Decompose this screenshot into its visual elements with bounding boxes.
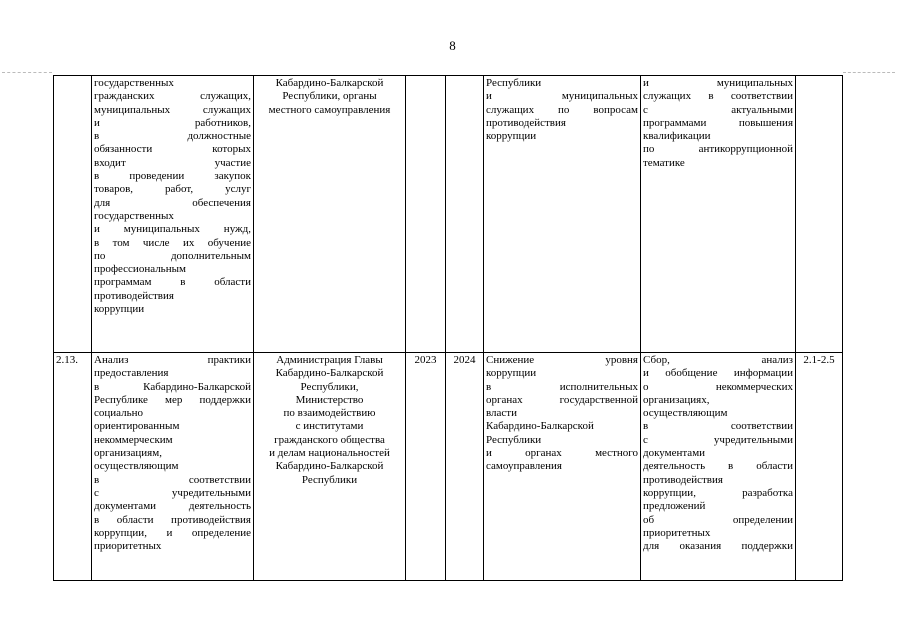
link-cell <box>796 353 843 581</box>
indicator-line: Кабардино-Балкарской <box>486 420 594 433</box>
measure-line: и муниципальных нужд, <box>94 223 251 236</box>
indicator-line: Республики <box>486 433 542 446</box>
measure-line: Республике мер поддержки <box>94 393 251 406</box>
executors-cell <box>254 76 406 353</box>
result-line: и муниципальных <box>643 77 793 89</box>
year-end: 2024 <box>453 354 476 366</box>
measure-line: обязанности которых <box>94 143 251 156</box>
year-end-cell <box>446 353 484 581</box>
measure-line: документами деятельность <box>94 500 251 513</box>
result-line: противодействия <box>643 473 723 486</box>
indicator-line: Республики <box>486 77 542 89</box>
year-start-cell <box>406 76 446 353</box>
table-row <box>54 353 843 581</box>
measure-line: некоммерческим <box>94 433 173 446</box>
measure-line: осуществляющим <box>94 460 179 473</box>
measure-line: в Кабардино-Балкарской <box>94 380 251 393</box>
indicator-line: в исполнительных <box>486 380 638 393</box>
executors-line: Кабардино-Балкарской <box>275 77 384 89</box>
scan-artifact-left <box>2 72 52 73</box>
measure-line: гражданских служащих, <box>94 90 251 103</box>
measure-line: коррупции, и определение <box>94 526 251 539</box>
executors-line: с институтами <box>295 420 364 433</box>
result-line: с актуальными <box>643 103 793 116</box>
indicator-line: и муниципальных <box>486 90 638 103</box>
year-start-cell <box>406 353 446 581</box>
executors-line: и делам национальностей <box>269 447 390 460</box>
result-line: и обобщение информации <box>643 367 793 380</box>
result-line: организациях, <box>643 393 710 406</box>
executors-line: Кабардино-Балкарской <box>275 367 384 380</box>
result-line: Сбор, анализ <box>643 354 793 366</box>
measure-line: и работников, <box>94 116 251 129</box>
indicator-line: коррупции <box>486 130 537 143</box>
measure-line: организациям, <box>94 447 162 460</box>
result-line: программами повышения <box>643 116 793 129</box>
executors-line: Министерство <box>295 393 364 406</box>
result-cell <box>641 353 796 581</box>
indicator-line: Снижение уровня <box>486 354 638 366</box>
year-start: 2023 <box>414 354 437 366</box>
measure-line: Анализ практики <box>94 354 251 366</box>
result-line: коррупции, разработка <box>643 486 793 499</box>
result-line: по антикоррупционной <box>643 143 793 156</box>
measure-line: в должностные <box>94 130 251 143</box>
indicator-line: и органах местного <box>486 447 638 460</box>
measure-line: государственных <box>94 77 174 89</box>
row-number-cell <box>54 353 92 581</box>
measures-table <box>53 75 843 581</box>
measure-line: ориентированным <box>94 420 180 433</box>
result-line: тематике <box>643 156 685 169</box>
link-reference: 2.1-2.5 <box>803 354 835 366</box>
measure-line: предоставления <box>94 367 169 380</box>
measure-line: в области противодействия <box>94 513 251 526</box>
executors-line: гражданского общества <box>274 433 385 446</box>
measure-cell <box>92 353 254 581</box>
measure-line: для обеспечения <box>94 196 251 209</box>
row-number: 2.13. <box>56 354 78 366</box>
indicator-line: органах государственной <box>486 393 638 406</box>
executors-line: Кабардино-Балкарской <box>275 460 384 473</box>
measure-line: в соответствии <box>94 473 251 486</box>
indicator-line: самоуправления <box>486 460 562 473</box>
link-cell <box>796 76 843 353</box>
measure-line: с учредительными <box>94 486 251 499</box>
measure-line: профессиональным <box>94 263 186 276</box>
result-cell <box>641 76 796 353</box>
page-number: 8 <box>449 38 456 53</box>
result-line: осуществляющим <box>643 407 728 420</box>
executors-line: Администрация Главы <box>276 354 383 366</box>
measure-cell <box>92 76 254 353</box>
indicator-line: служащих по вопросам <box>486 103 638 116</box>
indicator-cell <box>484 76 641 353</box>
measure-line: в проведении закупок <box>94 170 251 183</box>
result-line: квалификации <box>643 130 711 143</box>
measure-line: коррупции <box>94 303 145 316</box>
result-line: служащих в соответствии <box>643 90 793 103</box>
measure-line: программам в области <box>94 276 251 289</box>
result-line: для оказания поддержки <box>643 540 793 553</box>
measure-line: товаров, работ, услуг <box>94 183 251 196</box>
indicator-cell <box>484 353 641 581</box>
executors-cell <box>254 353 406 581</box>
result-line: приоритетных <box>643 526 711 539</box>
result-line: предложений <box>643 500 706 513</box>
measure-line: в том числе их обучение <box>94 236 251 249</box>
result-line: о некоммерческих <box>643 380 793 393</box>
executors-line: Республики, органы <box>282 90 377 103</box>
indicator-line: власти <box>486 407 517 420</box>
executors-line: по взаимодействию <box>283 407 376 420</box>
year-end-cell <box>446 76 484 353</box>
measure-line: социально <box>94 407 144 420</box>
result-line: с учредительными <box>643 433 793 446</box>
scan-artifact-right <box>843 72 895 73</box>
result-line: документами <box>643 447 706 460</box>
measure-line: муниципальных служащих <box>94 103 251 116</box>
result-line: деятельность в области <box>643 460 793 473</box>
row-number-cell <box>54 76 92 353</box>
indicator-line: коррупции <box>486 367 537 380</box>
measure-line: государственных <box>94 209 174 222</box>
measure-line: входит участие <box>94 156 251 169</box>
measure-line: противодействия <box>94 289 174 302</box>
measure-line: приоритетных <box>94 540 162 553</box>
executors-line: местного самоуправления <box>268 103 391 116</box>
executors-line: Республики, <box>300 380 359 393</box>
result-line: об определении <box>643 513 793 526</box>
measure-line: по дополнительным <box>94 249 251 262</box>
executors-line: Республики <box>301 473 358 486</box>
indicator-line: противодействия <box>486 116 566 129</box>
table-row <box>54 76 843 353</box>
result-line: в соответствии <box>643 420 793 433</box>
